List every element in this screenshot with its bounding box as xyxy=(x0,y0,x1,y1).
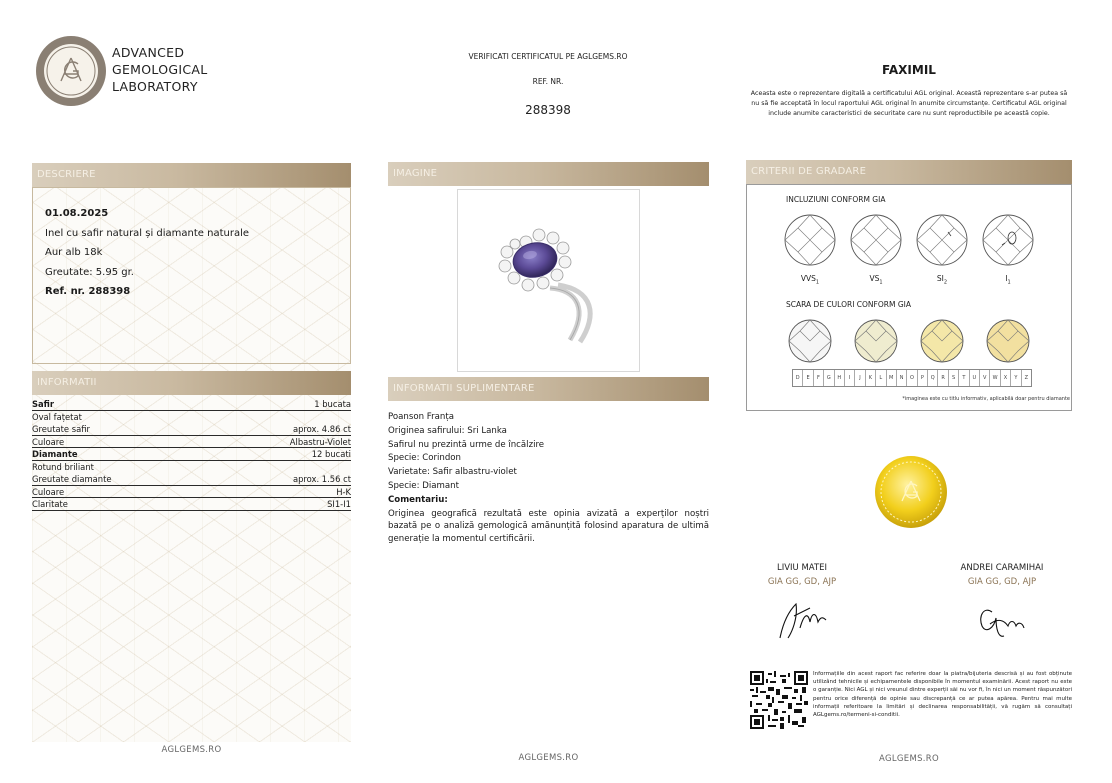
inclusion-label-vs: $VS_1$ xyxy=(869,274,883,286)
descriere-weight: Greutate: 5.95 gr. xyxy=(45,266,134,278)
color-diagrams xyxy=(780,316,1050,366)
info-label: Culoare xyxy=(32,436,65,447)
info-label: Diamante xyxy=(32,449,78,459)
imagine-header: IMAGINE xyxy=(388,162,709,186)
info-row xyxy=(32,411,351,424)
info-row xyxy=(32,498,351,511)
color-scale-cell: Y xyxy=(1011,370,1021,386)
info-label: Rotund briliant xyxy=(32,461,94,472)
ring-image xyxy=(458,190,641,373)
color-scale-cell: Z xyxy=(1024,375,1028,381)
suplimentare-line: Varietate: Safir albastru-violet xyxy=(388,467,517,478)
color-scale-cell: T xyxy=(959,370,969,386)
inclusion-label-si: $SI_2$ xyxy=(936,274,948,286)
info-value: 1 bucata xyxy=(314,399,351,409)
info-value: 12 bucati xyxy=(311,449,351,459)
lab-name-line: ADVANCED xyxy=(112,45,185,60)
verify-text[interactable]: VERIFICATI CERTIFICATUL PE AGLGEMS.RO xyxy=(468,52,628,61)
descriere-header: DESCRIERE xyxy=(32,163,351,187)
suplimentare-line: Safirul nu prezintă urme de încălzire xyxy=(388,439,545,450)
inclusion-label-vvs: $VVS_1$ xyxy=(800,274,820,286)
suplimentare-header: INFORMATII SUPLIMENTARE xyxy=(388,377,709,401)
criterii-note: *imaginea este cu titlu informativ, aplicabilă doar pentru diamante xyxy=(902,396,1070,402)
color-scale-cell: U xyxy=(970,370,980,386)
agl-gold-seal xyxy=(874,455,948,529)
info-row xyxy=(32,448,351,461)
signer-name: ANDREI CARAMIHAI xyxy=(960,563,1044,573)
comment-label: Comentariu: xyxy=(388,494,448,505)
footer-link[interactable]: AGLGEMS.RO xyxy=(518,753,579,763)
footer-link[interactable]: AGLGEMS.RO xyxy=(161,745,222,755)
color-scale-cell: M xyxy=(887,370,897,386)
info-label: Oval fațetat xyxy=(32,411,82,422)
info-label: Culoare xyxy=(32,486,65,497)
color-scale-cell: F xyxy=(814,370,824,386)
info-row xyxy=(32,486,351,499)
color-scale-cell: O xyxy=(907,370,917,386)
info-row xyxy=(32,436,351,449)
ring-photo xyxy=(457,189,640,372)
info-row xyxy=(32,461,351,474)
color-scale-cell: E xyxy=(803,370,813,386)
color-scale-title: SCARA DE CULORI CONFORM GIA xyxy=(786,300,911,309)
faximil-title: FAXIMIL xyxy=(882,63,936,77)
suplimentare-line: Specie: Corindon xyxy=(388,453,462,464)
info-value: H-K xyxy=(336,486,351,497)
info-row xyxy=(32,423,351,436)
color-scale-cell: W xyxy=(990,370,1000,386)
color-scale-cell: H xyxy=(835,370,845,386)
informatii-header: INFORMATII xyxy=(32,371,351,395)
info-row xyxy=(32,398,351,411)
color-scale-cell: I xyxy=(845,370,855,386)
color-scale-cell: R xyxy=(938,370,948,386)
color-scale-cell: S xyxy=(949,370,959,386)
color-scale-cell: X xyxy=(1001,370,1011,386)
color-scale-cell: N xyxy=(897,370,907,386)
lab-name-line: GEMOLOGICAL xyxy=(112,62,208,77)
comment-text: Originea geografică rezultată este opinia avizată a experților noștri bazată pe o analiză gemologică amănunțită folosind aparatura de ultimă generație la momentul certificării. xyxy=(388,508,709,544)
info-value: aprox. 4.86 ct xyxy=(292,424,351,434)
color-scale-cell: P xyxy=(918,370,928,386)
lab-name xyxy=(112,44,207,95)
legal-disclaimer: Informațiile din acest raport fac referire doar la piatra/bijuteria descrisă și au fost obținute utilizând tehnicile și echipamentele disponibile în momentul examinării. Acest raport nu este o garanție. Nici AGL și nici vreunul dintre experții săi nu vor fi, în nici un moment răspunzători pentru orice diferență de opinie sau discrepanță ce ar putea apărea. Pentru mai multe informații referitoare la limitări și declinarea responsabilității, vă rugăm să consultați AGLgems.ro/termeni-si-conditii. xyxy=(813,671,1072,719)
descriere-content xyxy=(45,204,249,302)
descriere-ref: Ref. nr. 288398 xyxy=(45,286,131,297)
inclusion-diagrams xyxy=(780,210,1050,270)
signer-credentials: GIA GG, GD, AJP xyxy=(967,577,1037,587)
agl-logo-seal xyxy=(34,34,108,108)
color-scale-cell: V xyxy=(980,370,990,386)
color-scale-cell: L xyxy=(876,370,886,386)
color-scale-cell: D xyxy=(793,370,803,386)
info-label: Greutate safir xyxy=(32,424,90,434)
criterii-header: CRITERII DE GRADARE xyxy=(746,160,1072,184)
info-label: Claritate xyxy=(32,499,68,509)
suplimentare-line: Poanson Franța xyxy=(388,412,454,422)
info-value: aprox. 1.56 ct xyxy=(292,474,351,484)
footer-link[interactable]: AGLGEMS.RO xyxy=(879,754,939,764)
suplimentare-line: Specie: Diamant xyxy=(388,480,459,491)
ref-label: REF. NR. xyxy=(532,77,564,86)
color-scale-bar xyxy=(792,369,1032,387)
faximil-text: Aceasta este o reprezentare digitală a certificatului AGL original. Această reprezentare s-ar putea să nu să fie acceptată în locul raportului AGL original în anumite circumstanțe. Certificatul AGL original include anumite caracteristici de securitate care nu sunt reproductibile pe această copie. xyxy=(750,90,1068,117)
inclusions-title: INCLUZIUNI CONFORM GIA xyxy=(786,195,886,204)
descriere-item: Inel cu safir natural și diamante naturale xyxy=(45,227,250,239)
color-scale-cell: J xyxy=(855,370,865,386)
suplimentare-content xyxy=(388,411,709,545)
info-label: Greutate diamante xyxy=(32,474,112,484)
color-scale-cell: G xyxy=(824,370,834,386)
signer-credentials: GIA GG, GD, AJP xyxy=(767,577,837,587)
info-row xyxy=(32,473,351,486)
descriere-metal: Aur alb 18k xyxy=(45,247,103,258)
signature-andrei-caramihai xyxy=(974,598,1030,644)
inclusion-label-i: $I_1$ xyxy=(1005,274,1011,286)
lab-name-line: LABORATORY xyxy=(112,79,198,94)
informatii-table xyxy=(32,398,351,511)
signature-liviu-matei xyxy=(774,598,834,644)
color-scale-cell: Q xyxy=(928,370,938,386)
info-value: SI1-I1 xyxy=(327,499,351,509)
color-scale-cell: K xyxy=(866,370,876,386)
ref-value: 288398 xyxy=(525,103,571,117)
suplimentare-line: Originea safirului: Sri Lanka xyxy=(388,425,507,436)
qr-code[interactable] xyxy=(750,671,808,729)
info-value: Albastru-Violet xyxy=(289,436,351,447)
descriere-date: 01.08.2025 xyxy=(45,208,109,219)
signer-name: LIVIU MATEI xyxy=(776,563,828,573)
info-label: Safir xyxy=(32,399,55,409)
